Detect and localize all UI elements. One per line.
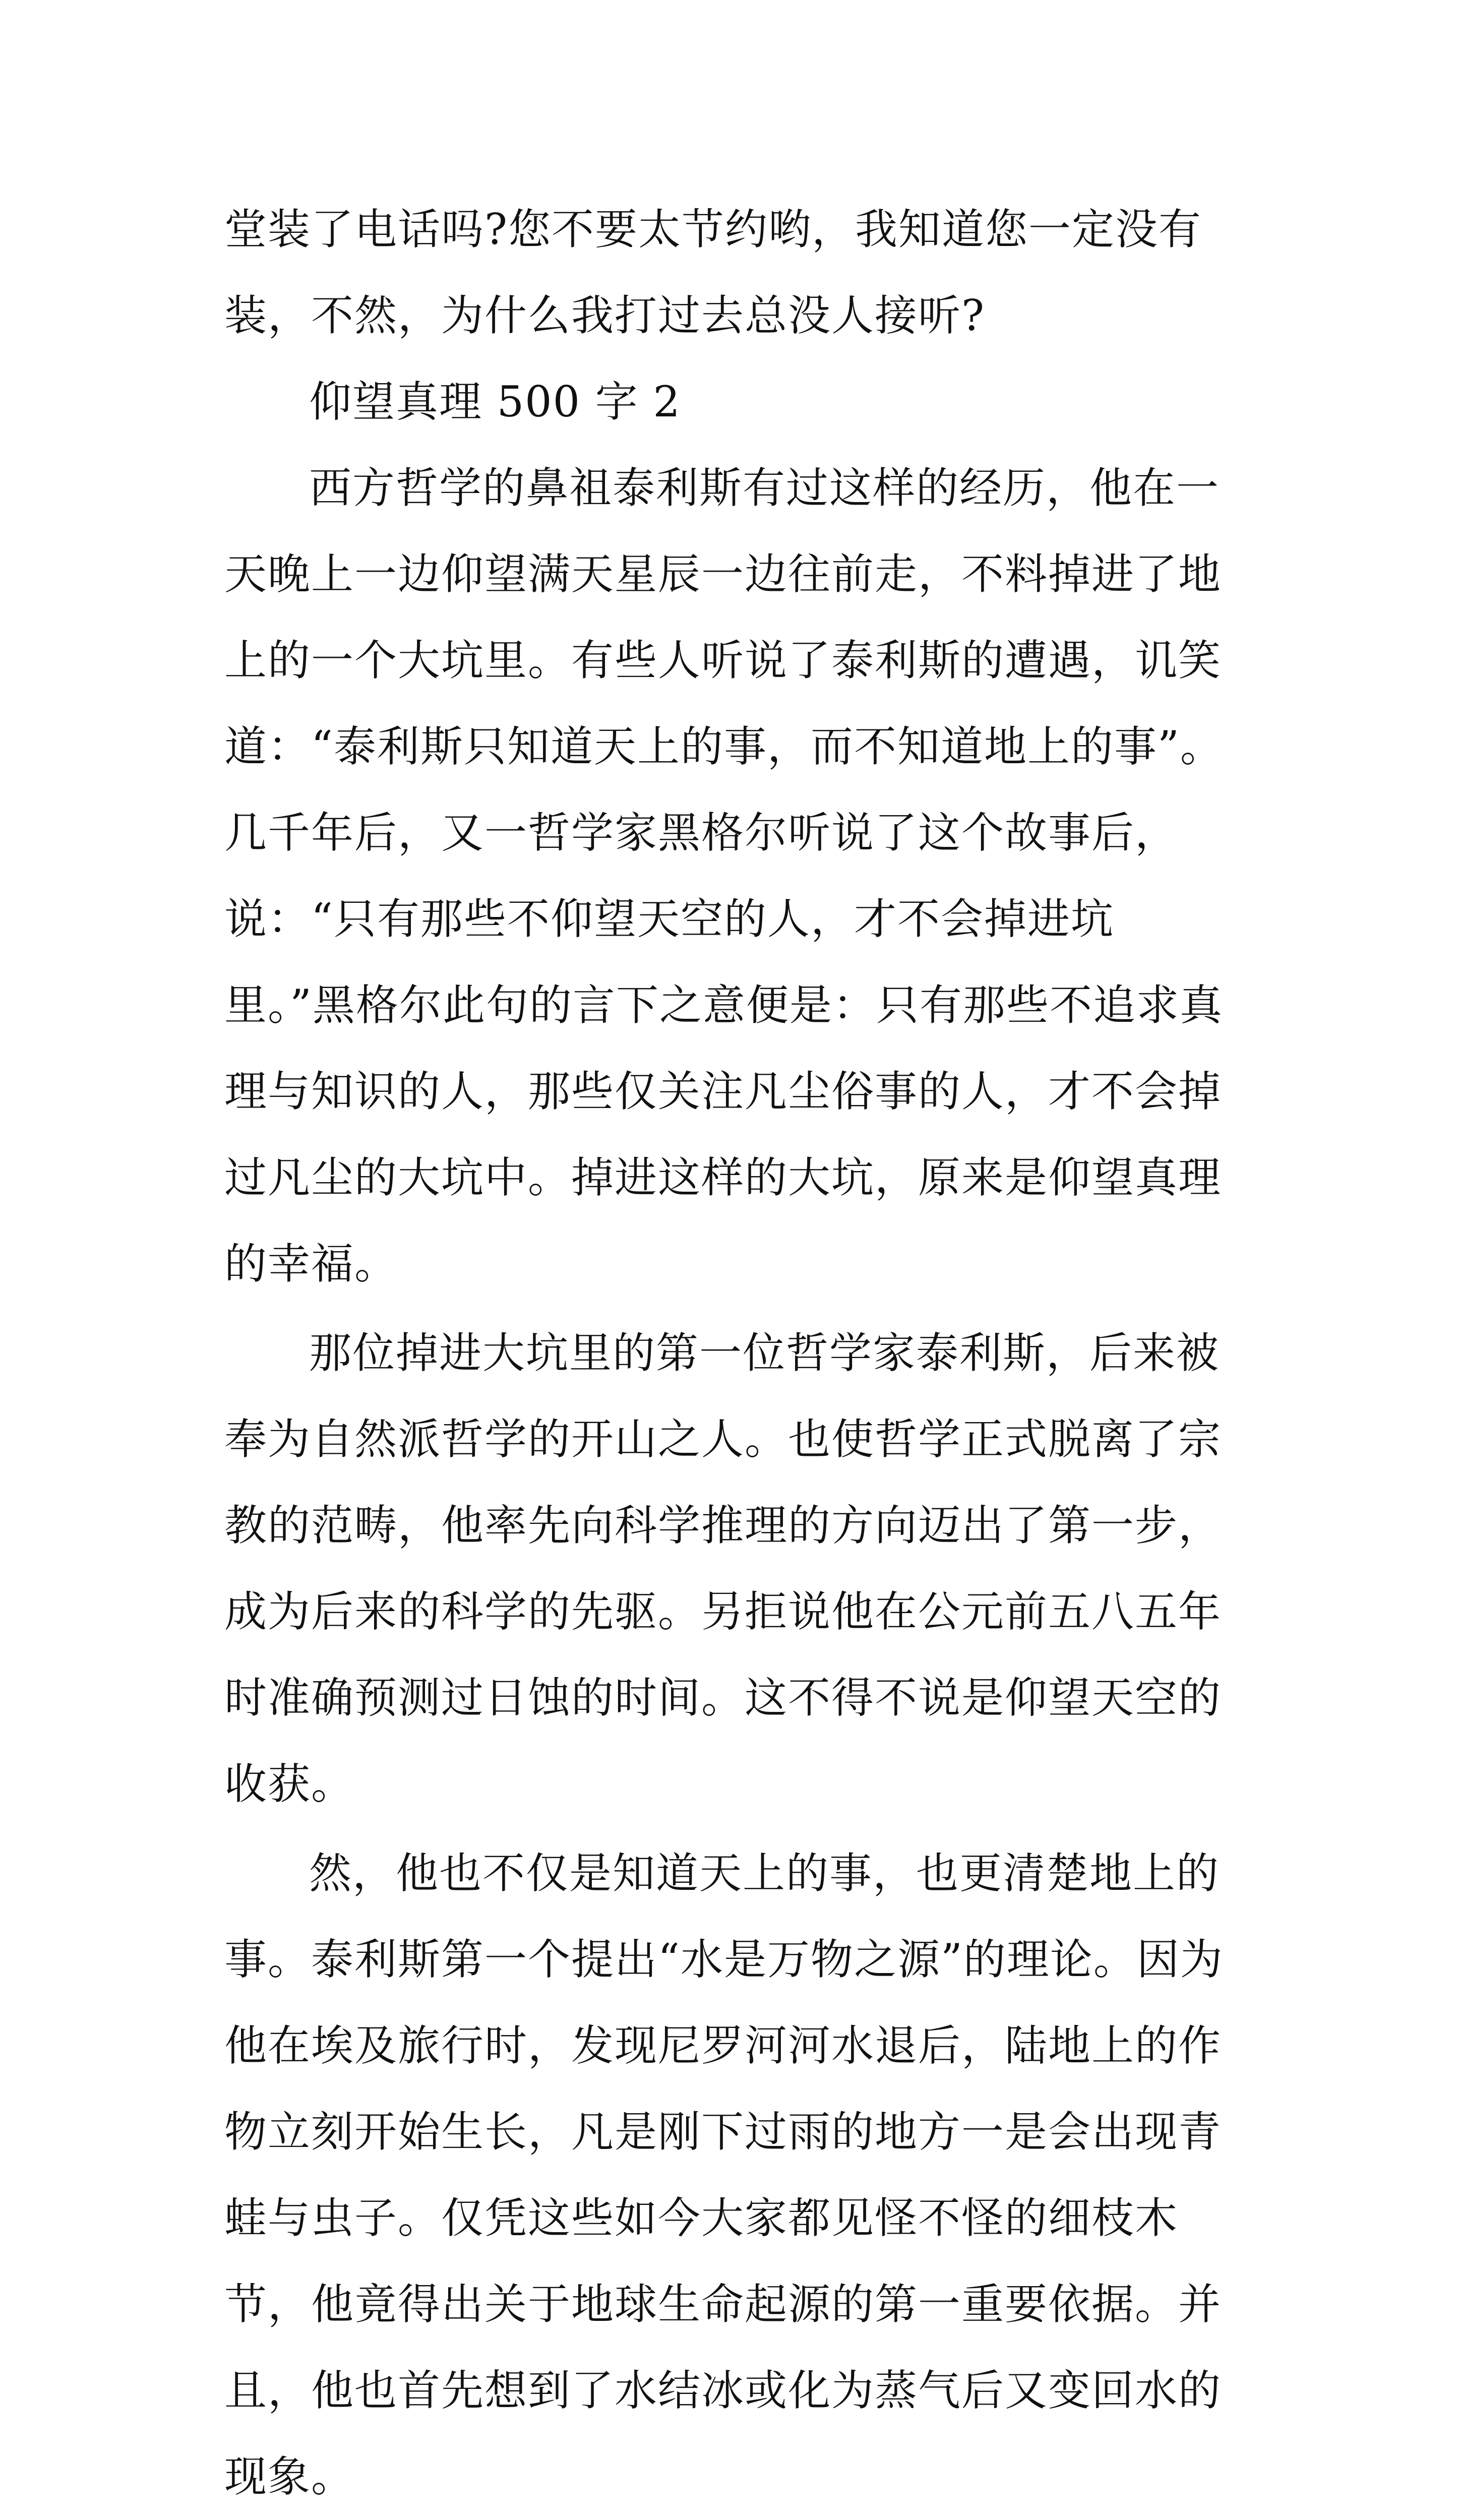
continuation-paragraph: 堂装了电话吗?您不要太节约哟，我知道您一定没有装，不然，为什么我打过去总没人接听? xyxy=(224,205,1202,340)
document-body xyxy=(224,187,1238,2520)
section-heading: 仰望真理 500 字 2 xyxy=(309,377,681,426)
paragraph-1: 西方哲学的鼻祖泰利斯有过这样的经历，他在一天晚上一边仰望满天星辰一边往前走，不料掉进了地上的一个大坑里。有些人听说了泰利斯的遭遇，讥笑道：“泰利斯只知道天上的事，而不知道地上的事”。几千年后，又一哲学家黑格尔听说了这个故事后，说：“只有那些不仰望天空的人，才不会掉进坑里。”黑格尔此句的言下之意便是：只有那些不追求真理与知识的人，那些仅关注凡尘俗事的人，才不会掉过凡尘的大坑中。掉进这样的大坑，原来是仰望真理的幸福。 xyxy=(224,463,1224,1288)
paragraph-2: 那位掉进大坑里的第一位哲学家泰利斯，后来被奉为自然派哲学的开山之人。也使哲学正式脱离了宗教的范畴，他率先向科学推理的方向迈出了第一步，成为后来的科学的先驱。另拒说他在公元前五八五年时准确预测过日蚀的时间。这不得不说是仰望天空的收获。 xyxy=(224,1328,1222,1809)
paragraph-3: 然，他也不仅是知道天上的事，也更清楚地上的事。泰利斯第一个提出“水是万物之源”的理论。因为他在埃及旅行时，发现尼罗河河水退后，陆地上的作物立刻开始生长，凡是刚下过雨的地方一是会出现青蛙与虫子。仅凭这些如今大家都见怪不怪的细枝木节，他竟得出关于地球生命起源的第一重要依据。并且，他也首先想到了水结冰或化为蒸气后又变回水的现象。 xyxy=(224,1849,1224,2501)
